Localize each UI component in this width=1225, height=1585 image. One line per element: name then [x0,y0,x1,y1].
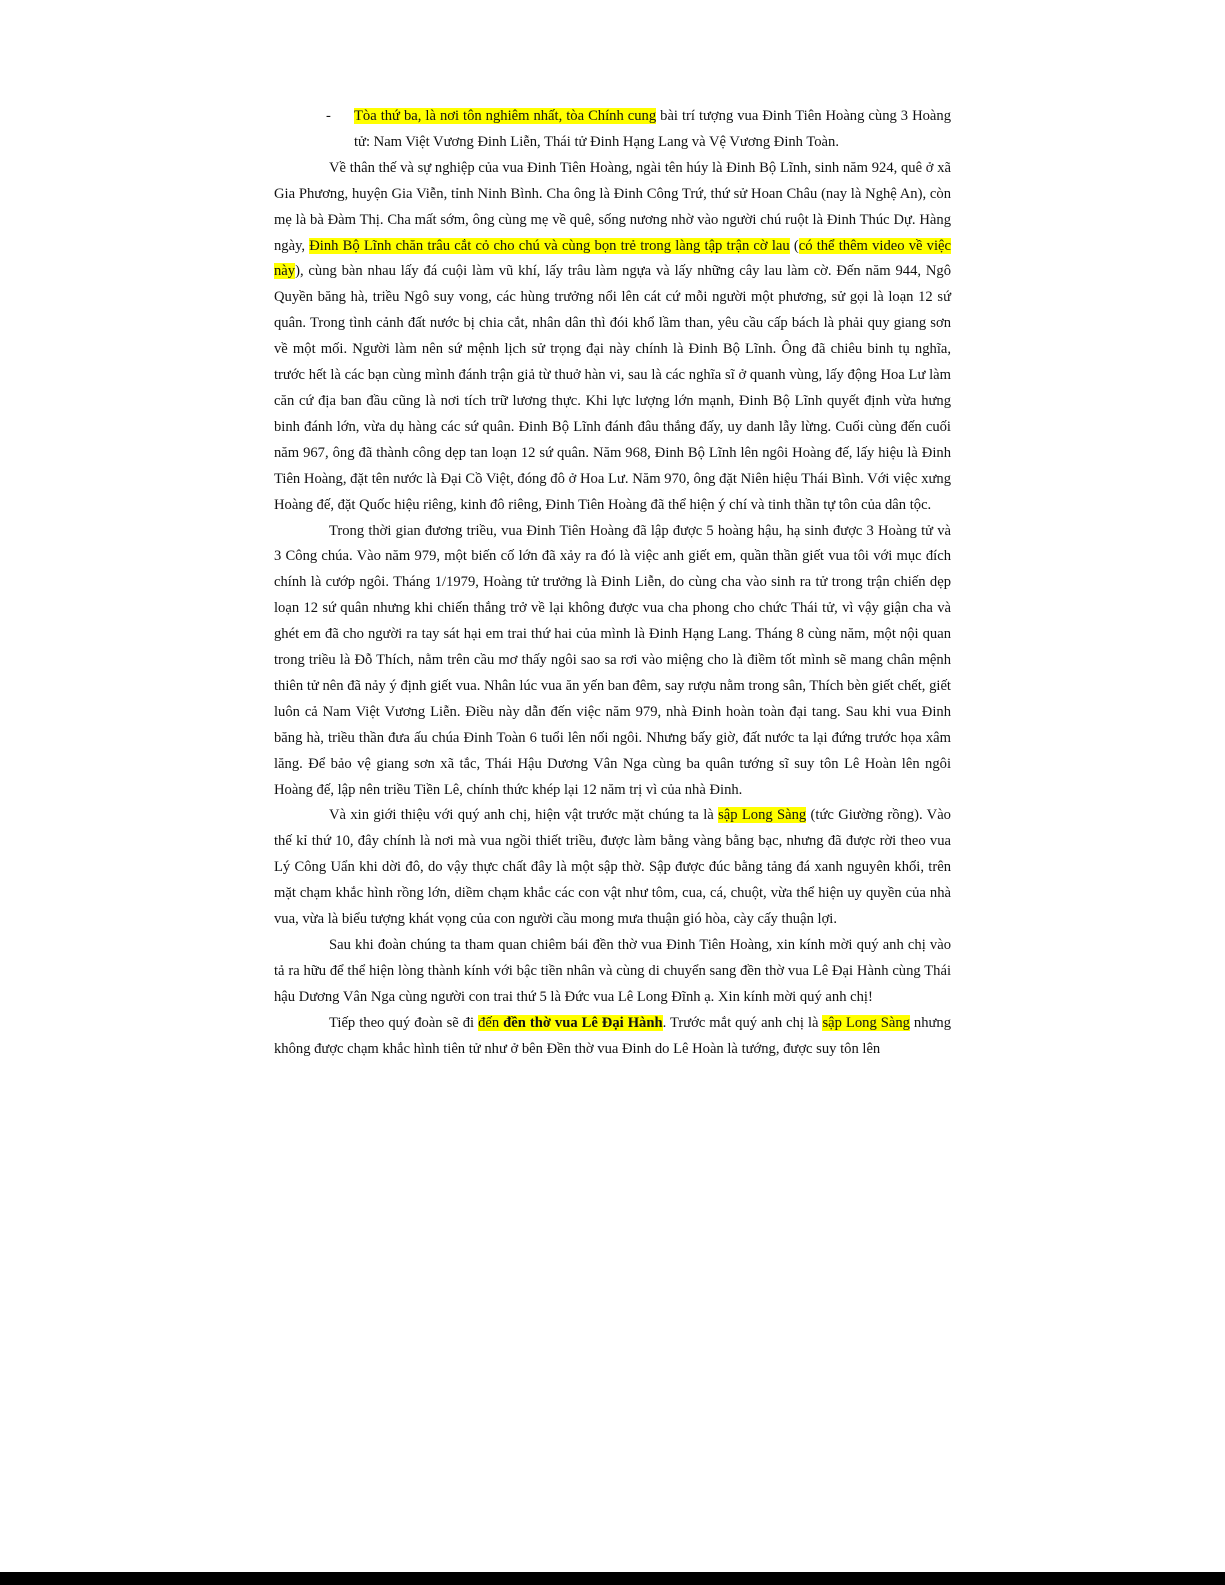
body-text: . Trước mắt quý anh chị là [662,1014,823,1031]
paragraph-dinh-bo-linh [274,156,951,519]
body-text: bài trí tượng vua Đinh Tiên Hoàng cùng 3 Hoàng tử: Nam Việt Vương Đinh Liễn, Thái tử Đinh Hạng Lang và Vệ Vương Đinh Toàn. [354,108,952,150]
paragraph-invitation: Sau khi đoàn chúng ta tham quan chiêm bái đền thờ vua Đinh Tiên Hoàng, xin kính mời quý anh chị vào tả ra hữu để thể hiện lòng thành kính với bậc tiền nhân và cùng di chuyển sang đền thờ vua Lê Đại Hành cùng Thái hậu Dương Vân Nga cùng người con trai thứ 5 là Đức vua Lê Long Đĩnh ạ. Xin kính mời quý anh chị! [274,937,951,1005]
highlight-text: sập Long Sàng [822,1014,910,1031]
paragraph-long-sang [274,803,951,933]
bullet-dash: - [326,108,331,124]
body-text: (tức Giường rồng). Vào thế kỉ thứ 10, đây chính là nơi mà vua ngồi thiết triều, được làm bằng vàng bằng bạc, nhưng đã được rời theo vua Lý Công Uẩn khi dời đô, do vậy thực chất đây là một sập thờ. Sập được đúc bằng tảng đá xanh nguyên khối, trên mặt chạm khắc hình rồng lớn, diềm chạm khắc các con vật như tôm, cua, cá, chuột, vừa thể hiện uy quyền của nhà vua, vừa là biểu tượng khát vọng của con người cầu mong mưa thuận gió hòa, cày cấy thuận lợi. [274,807,951,928]
highlight-text: đến [478,1014,504,1031]
highlight-text: Tòa thứ ba, là nơi tôn nghiêm nhất, tòa Chính cung [354,108,657,124]
body-text: ( [789,237,799,254]
bottom-border-bar [0,1572,1225,1585]
highlight-bold-text: đền thờ vua Lê Đại Hành [503,1014,663,1031]
body-text: Về thân thế và sự nghiệp của vua Đinh Tiên Hoàng, ngài tên húy là Đinh Bộ Lĩnh, sinh năm 924, quê ở xã Gia Phương, huyện Gia Viễn, tỉnh Ninh Bình. Cha ông là Đinh Công Trứ, thứ sử Hoan Châu (nay là Nghệ An), còn mẹ là bà Đàm Thị. Cha mất sớm, ông cùng mẹ về quê, sống nương nhờ vào người chú ruột là Đinh Thúc Dự. Hàng ngày, [274,159,951,254]
body-text: Tiếp theo quý đoàn sẽ đi [329,1014,479,1031]
body-text: ), cùng bàn nhau lấy đá cuội làm vũ khí, lấy trâu làm ngựa và lấy những cây lau làm cờ. Đến năm 944, Ngô Quyền băng hà, triều Ngô suy vong, các hùng trưởng nổi lên cát cứ mỗi người một phương, sử gọi là loạn 12 sứ quân. Trong tình cảnh đất nước bị chia cắt, nhân dân thì đói khổ lầm than, yêu cầu cấp bách là phải quy giang sơn về một mối. Người làm nên sứ mệnh lịch sử trọng đại này chính là Đinh Bộ Lĩnh. Ông đã chiêu binh tụ nghĩa, trước hết là các bạn cùng mình đánh trận giả từ thuở hàn vi, sau là các nghĩa sĩ ở quanh vùng, lấy động Hoa Lư làm căn cứ địa ban đầu cũng là nơi tích trữ lương thực. Khi lực lượng lớn mạnh, Đinh Bộ Lĩnh quyết định vừa hưng binh đánh lớn, vừa dụ hàng các sứ quân. Đinh Bộ Lĩnh đánh đâu thắng đấy, uy danh lẫy lừng. Cuối cùng đến cuối năm 967, ông đã thành công dẹp tan loạn 12 sứ quân. Năm 968, Đinh Bộ Lĩnh lên ngôi Hoàng đế, lấy hiệu là Đinh Tiên Hoàng, đặt tên nước là Đại Cồ Việt, đóng đô ở Hoa Lư. Năm 970, ông đặt Niên hiệu Thái Bình. Với việc xưng Hoàng đế, đặt Quốc hiệu riêng, kinh đô riêng, Đinh Tiên Hoàng đã thể hiện ý chí và tinh thần tự tôn của dân tộc. [274,263,951,513]
paragraph-le-dai-hanh [274,1011,951,1063]
document-page [274,104,951,1063]
highlight-text: sập Long Sàng [718,807,807,824]
body-text: Và xin giới thiệu với quý anh chị, hiện vật trước mặt chúng ta là [329,807,719,824]
bullet-item [274,104,951,156]
highlight-text: Đinh Bộ Lĩnh chăn trâu cắt cỏ cho chú và cùng bọn trẻ trong làng tập trận cờ lau [309,237,790,254]
paragraph-reign: Trong thời gian đương triều, vua Đinh Tiên Hoàng đã lập được 5 hoàng hậu, hạ sinh được 3 Hoàng tử và 3 Công chúa. Vào năm 979, một biến cố lớn đã xảy ra đó là việc anh giết em, quần thần giết vua tôi với mục đích chính là cướp ngôi. Tháng 1/1979, Hoàng tử trưởng là Đinh Liễn, do cùng cha vào sinh ra tử trong trận chiến dẹp loạn 12 sứ quân nhưng khi chiến thắng trở về lại không được vua cha phong cho chức Thái tử, vì vậy giận cha và ghét em đã cho người ra tay sát hại em trai thứ hai của mình là Đinh Hạng Lang. Tháng 8 cùng năm, một nội quan trong triều là Đỗ Thích, nằm trên cầu mơ thấy ngôi sao sa rơi vào miệng cho là điềm tốt mình sẽ mang chân mệnh thiên tử nên đã nảy ý định giết vua. Nhân lúc vua ăn yến ban đêm, say rượu nằm trong sân, Thích bèn giết chết, giết luôn cả Nam Việt Vương Liễn. Điều này dẫn đến việc năm 979, nhà Đinh hoàn toàn đại tang. Sau khi vua Đinh băng hà, triều thần đưa ấu chúa Đinh Toàn 6 tuổi lên nối ngôi. Nhưng bấy giờ, đất nước ta lại đứng trước họa xâm lăng. Để bảo vệ giang sơn xã tắc, Thái Hậu Dương Vân Nga cùng ba quân tướng sĩ suy tôn Lê Hoàn lên ngôi Hoàng đế, lập nên triều Tiền Lê, chính thức khép lại 12 năm trị vì của nhà Đinh. [274,522,951,798]
highlight-note: có thể thêm video về việc này [274,237,951,280]
body-text: nhưng không được chạm khắc hình tiên tử như ở bên Đền thờ vua Đinh do Lê Hoàn là tướng, được suy tôn lên [274,1014,952,1057]
